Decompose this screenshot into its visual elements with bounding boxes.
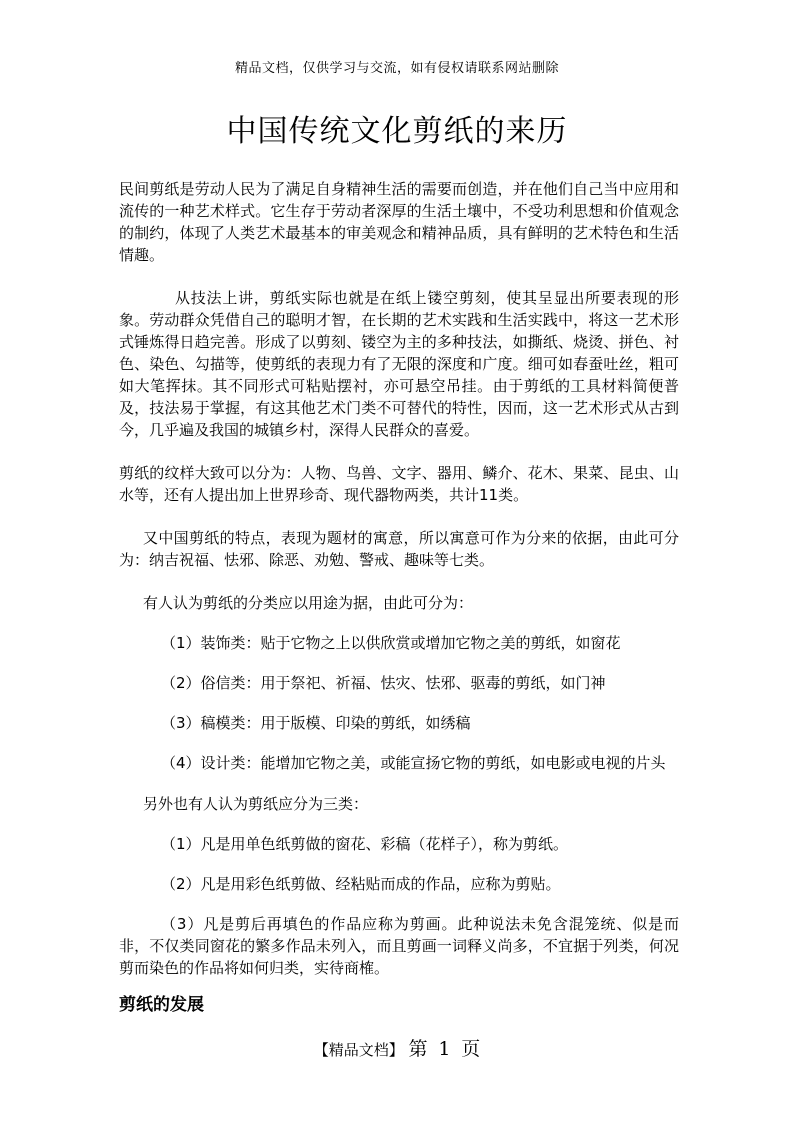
paragraph-usage-intro: 有人认为剪纸的分类应以用途为据，由此可分为： [143, 594, 474, 612]
footer-prefix: 【精品文档】 [313, 1041, 404, 1059]
paragraph-technique: 从技法上讲，剪纸实际也就是在纸上镂空剪刻，使其呈显出所要表现的形象。劳动群众凭借自己的聪明才智，在长期的艺术实践和生活实践中，将这一艺术形式锤炼得日趋完善。形成了以剪刻、镂空为主的多种技法，如撕纸、烧烫、拼色、衬色、染色、勾描等，使剪纸的表现力有了无限的深度和广度。细可如春蚕吐丝，粗可如大笔挥抹。其不同形式可粘贴摆衬，亦可悬空吊挂。由于剪纸的工具材料简便普及，技法易于掌握，有这其他艺术门类不可替代的特性，因而，这一艺术形式从古到今，几乎遍及我国的城镇乡村，深得人民群众的喜爱。 [119, 289, 679, 439]
document-body [119, 178, 679, 979]
list-item-usage-4: （4）设计类：能增加它物之美，或能宣扬它物的剪纸，如电影或电视的片头 [161, 754, 666, 772]
list-item-type-3: （3）凡是剪后再填色的作品应称为剪画。此种说法未免含混笼统、似是而非，不仅类同窗花的繁多作品未列入，而且剪画一词释义尚多，不宜据于列类，何况剪而染色的作品将如何归类，实待商榷。 [119, 915, 679, 977]
paragraph-intro: 民间剪纸是劳动人民为了满足自身精神生活的需要而创造，并在他们自己当中应用和流传的一种艺术样式。它生存于劳动者深厚的生活土壤中，不受功利思想和价值观念的制约，体现了人类艺术最基本的审美观念和精神品质，具有鲜明的艺术特色和生活情趣。 [119, 180, 679, 264]
list-item-type-1: （1）凡是用单色纸剪做的窗花、彩稿（花样子），称为剪纸。 [161, 835, 569, 853]
paragraph-three-types-intro: 另外也有人认为剪纸应分为三类： [143, 795, 369, 813]
document-title: 中国传统文化剪纸的来历 [226, 114, 568, 149]
list-item-usage-3: （3）稿模类：用于版模、印染的剪纸，如绣稿 [161, 714, 471, 732]
footer-page-suffix: 页 [461, 1038, 481, 1060]
list-item-usage-1: （1）装饰类：贴于它物之上以供欣赏或增加它物之美的剪纸，如窗花 [161, 634, 621, 652]
footer-page-number: 1 [438, 1038, 451, 1060]
footer-page-label: 第 [408, 1038, 428, 1060]
page-footer [0, 1034, 794, 1061]
page-header: 精品文档，仅供学习与交流，如有侵权请联系网站删除 [234, 61, 559, 76]
paragraph-meaning: 又中国剪纸的特点，表现为题材的寓意，所以寓意可作为分来的依据，由此可分为：纳吉祝福、怯邪、除恶、劝勉、警戒、趣味等七类。 [119, 529, 679, 569]
list-item-usage-2: （2）俗信类：用于祭祀、祈福、怯灾、怯邪、驱毒的剪纸，如门神 [161, 674, 606, 692]
list-item-type-2: （2）凡是用彩色纸剪做、经粘贴而成的作品，应称为剪贴。 [161, 875, 561, 893]
paragraph-patterns: 剪纸的纹样大致可以分为：人物、鸟兽、文字、器用、鳞介、花木、果菜、昆虫、山水等，还有人提出加上世界珍奇、现代器物两类，共计11类。 [119, 464, 679, 504]
section-heading-development: 剪纸的发展 [119, 995, 204, 1015]
